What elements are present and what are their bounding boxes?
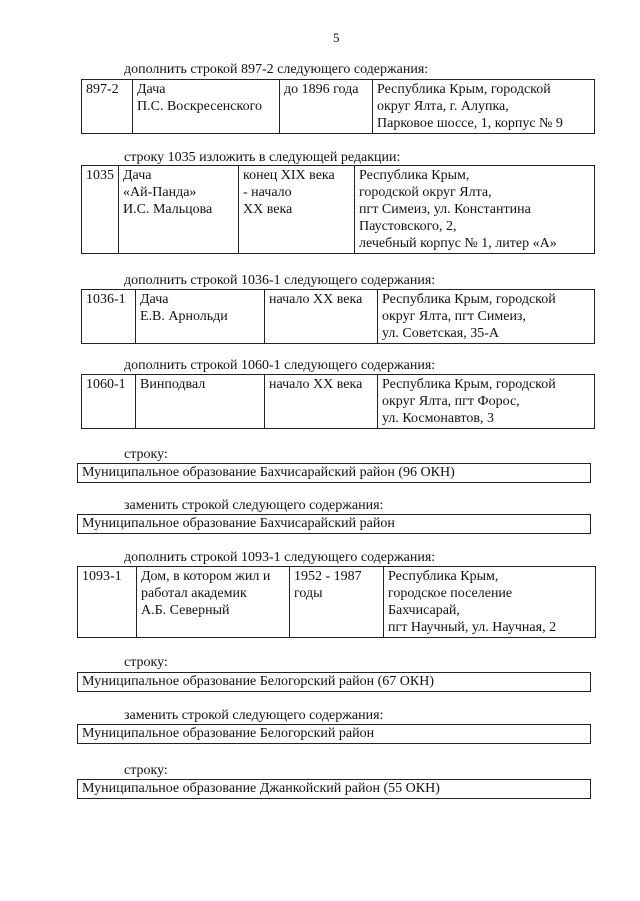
record-table: [81, 289, 595, 344]
record-name: Дом, в котором жил и работал академик А.Б. Северный: [137, 567, 290, 638]
section-intro: заменить строкой следующего содержания:: [124, 708, 384, 723]
section-intro: дополнить строкой 1093-1 следующего содержания:: [124, 550, 436, 565]
section-intro: дополнить строкой 1060-1 следующего содержания:: [124, 358, 436, 373]
record-date: до 1896 года: [280, 80, 373, 134]
section-intro: строку:: [124, 447, 168, 462]
section-intro: дополнить строкой 897-2 следующего содержания:: [124, 62, 429, 77]
district-line: Муниципальное образование Джанкойский район (55 ОКН): [77, 779, 591, 799]
record-table: [81, 165, 595, 254]
record-number: 1035: [82, 166, 119, 254]
table-row: [82, 290, 595, 344]
record-date: 1952 - 1987 годы: [290, 567, 384, 638]
record-address: Республика Крым, городской округ Ялта, пгт Симеиз, ул. Советская, 35-А: [378, 290, 595, 344]
section-intro: заменить строкой следующего содержания:: [124, 498, 384, 513]
record-name: Винподвал: [136, 375, 265, 429]
record-name: Дача «Ай-Панда» И.С. Мальцова: [119, 166, 239, 254]
page-number: 5: [333, 30, 340, 45]
table-row: [82, 375, 595, 429]
table-row: [82, 166, 595, 254]
record-name: Дача П.С. Воскресенского: [133, 80, 280, 134]
district-line: Муниципальное образование Бахчисарайский район: [77, 514, 591, 534]
district-line: Муниципальное образование Белогорский район (67 ОКН): [77, 672, 591, 692]
district-line: Муниципальное образование Бахчисарайский район (96 ОКН): [77, 463, 591, 483]
section-intro: дополнить строкой 1036-1 следующего содержания:: [124, 273, 436, 288]
record-number: 1093-1: [78, 567, 137, 638]
record-address: Республика Крым, городской округ Ялта, пгт Симеиз, ул. Константина Паустовского, 2, лечебный корпус № 1, литер «А»: [355, 166, 595, 254]
section-intro: строку:: [124, 655, 168, 670]
record-table: [81, 79, 595, 134]
record-address: Республика Крым, городской округ Ялта, пгт Форос, ул. Космонавтов, 3: [378, 375, 595, 429]
record-date: начало XX века: [265, 290, 378, 344]
section-intro: строку:: [124, 763, 168, 778]
record-table: [77, 566, 596, 638]
record-address: Республика Крым, городское поселение Бахчисарай, пгт Научный, ул. Научная, 2: [384, 567, 596, 638]
record-date: начало XX века: [265, 375, 378, 429]
record-number: 1036-1: [82, 290, 136, 344]
section-intro: строку 1035 изложить в следующей редакции:: [124, 150, 401, 165]
record-name: Дача Е.В. Арнольди: [136, 290, 265, 344]
record-number: 1060-1: [82, 375, 136, 429]
record-number: 897-2: [82, 80, 133, 134]
table-row: [82, 80, 595, 134]
table-row: [78, 567, 596, 638]
district-line: Муниципальное образование Белогорский район: [77, 724, 591, 744]
record-table: [81, 374, 595, 429]
record-date: конец XIX века - начало XX века: [239, 166, 355, 254]
record-address: Республика Крым, городской округ Ялта, г. Алупка, Парковое шоссе, 1, корпус № 9: [373, 80, 595, 134]
